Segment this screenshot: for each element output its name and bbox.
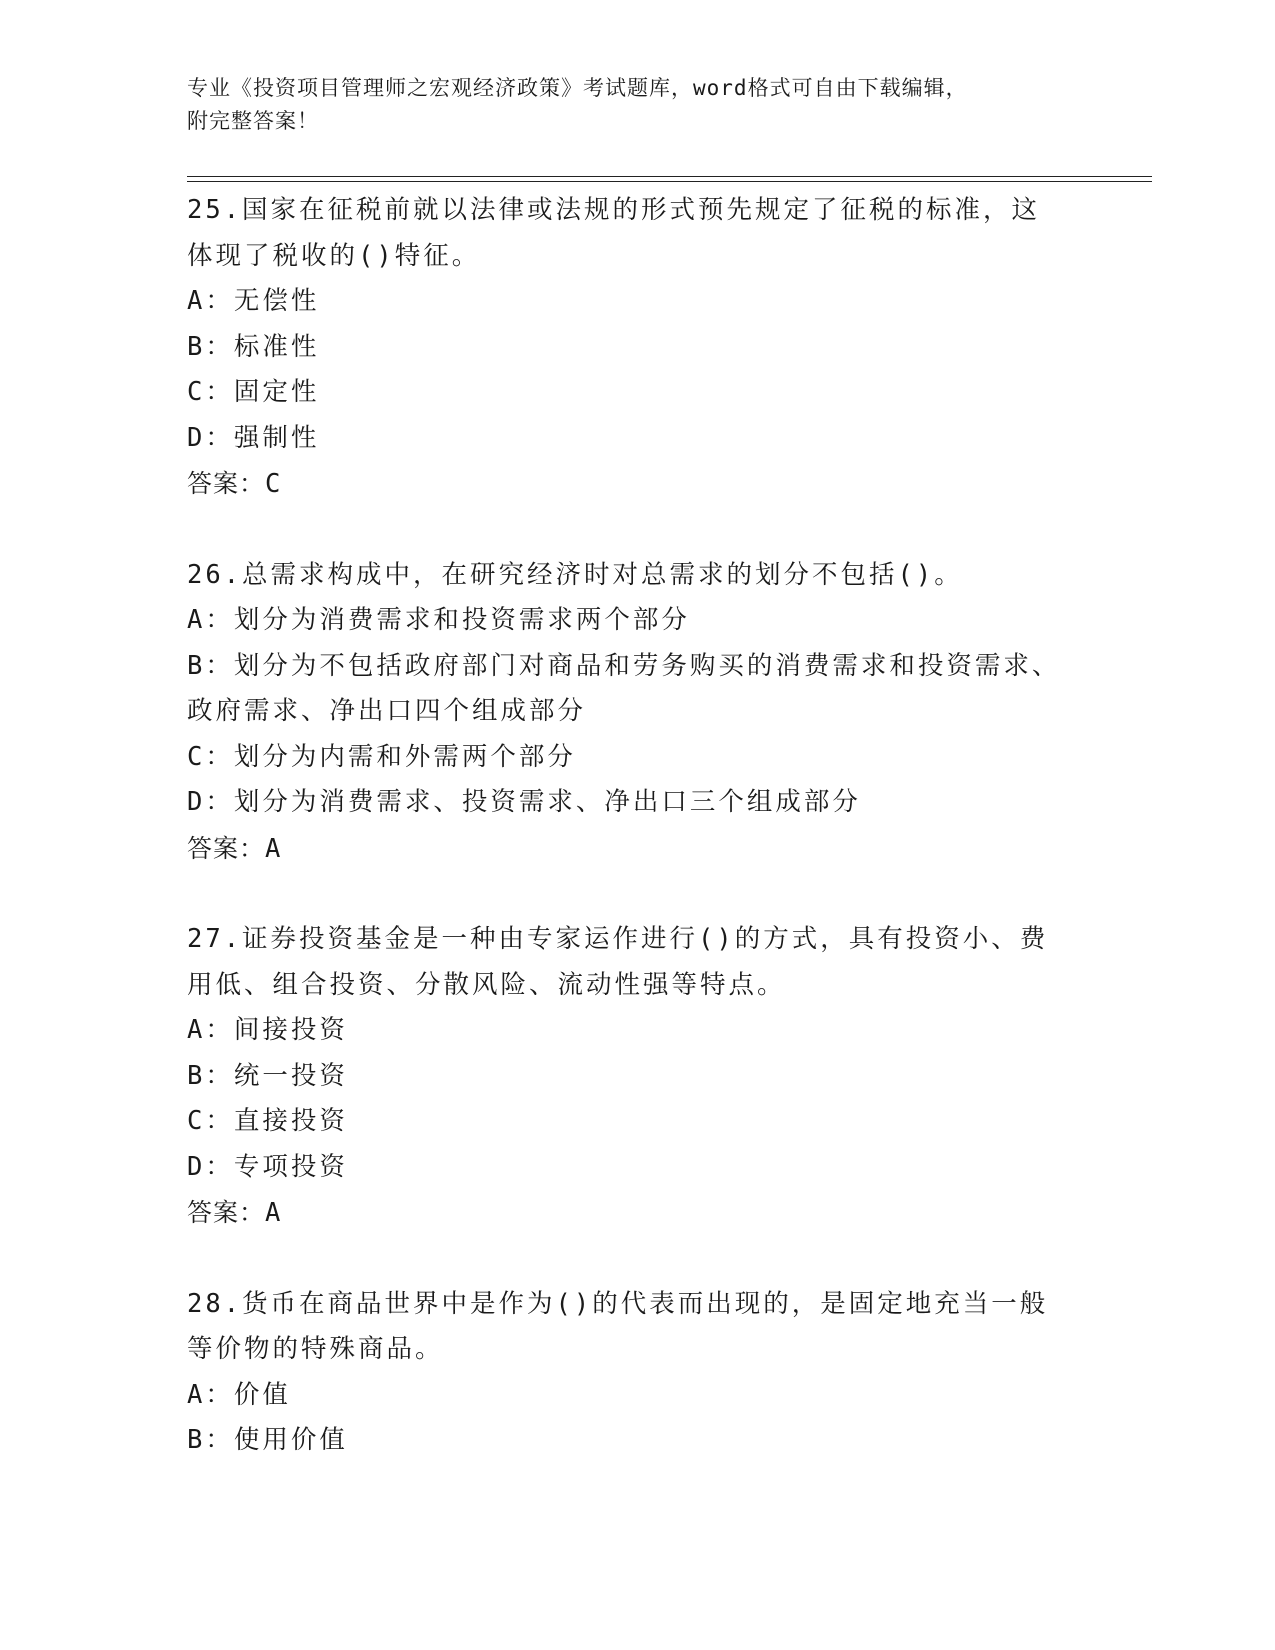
answer-label: 答案： [187,469,266,498]
answer-line [187,1190,1087,1237]
option-c: C：划分为内需和外需两个部分 [187,741,576,772]
header-divider-bottom [187,181,1152,182]
option-b: B：使用价值 [187,1425,348,1455]
option-b: B：标准性 [187,331,320,362]
question-26 [187,553,1087,873]
option-a: A：价值 [187,1379,291,1410]
option-a: A：无偿性 [187,286,320,316]
option-d: D：划分为消费需求、投资需求、净出口三个组成部分 [187,787,861,817]
question-stem: 26.总需求构成中，在研究经济时对总需求的划分不包括()。 [187,559,963,590]
answer-label: 答案： [187,1198,266,1227]
option-d: D：专项投资 [187,1151,348,1182]
header-line-1: 专业《投资项目管理师之宏观经济政策》考试题库，word格式可自由下载编辑， [187,76,968,100]
question-25 [187,188,1087,508]
option-a: A：间接投资 [187,1015,348,1045]
answer-value: A [265,1198,282,1228]
question-stem: 28.货币在商品世界中是作为()的代表而出现的，是固定地充当一般等价物的特殊商品。 [187,1288,1049,1364]
answer-line [187,826,1087,873]
header-line-2: 附完整答案！ [187,109,319,133]
option-d: D：强制性 [187,422,320,453]
option-a: A：划分为消费需求和投资需求两个部分 [187,605,690,635]
answer-line [187,461,1087,508]
answer-value: A [265,833,282,864]
document-header [187,72,1067,138]
option-c: C：直接投资 [187,1106,348,1136]
answer-value: C [265,469,282,499]
question-list [187,188,1087,1464]
question-27 [187,917,1087,1237]
answer-label: 答案： [187,833,266,863]
option-c: C：固定性 [187,377,320,407]
option-b: B：统一投资 [187,1060,348,1091]
question-28 [187,1282,1087,1464]
option-b: B：划分为不包括政府部门对商品和劳务购买的消费需求和投资需求、政府需求、净出口四个组成部分 [187,650,1061,726]
header-divider-top [187,176,1152,177]
question-stem: 25.国家在征税前就以法律或法规的形式预先规定了征税的标准，这体现了税收的()特征。 [187,195,1041,271]
question-stem: 27.证券投资基金是一种由专家运作进行()的方式，具有投资小、费用低、组合投资、分散风险、流动性强等特点。 [187,924,1049,1000]
